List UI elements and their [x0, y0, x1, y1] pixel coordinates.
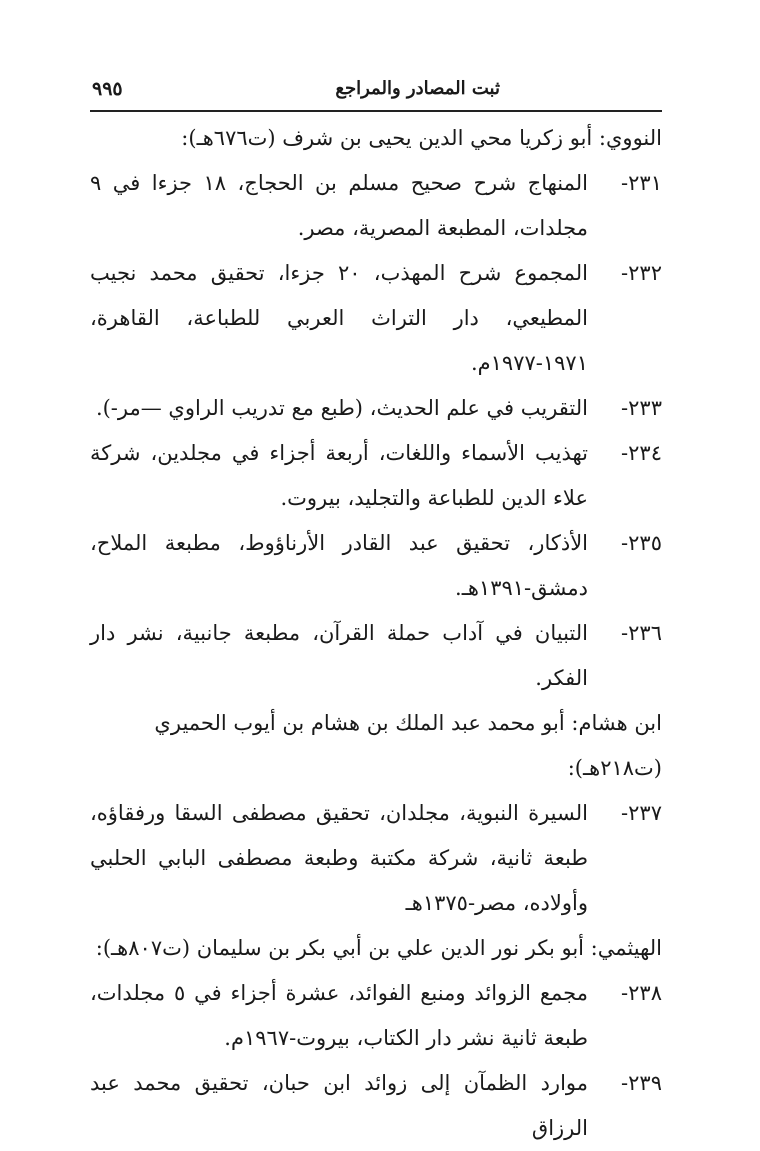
bibliography-entry — [90, 251, 662, 386]
entry-text: الأذكار، تحقيق عبد القادر الأرناؤوط، مطبعة الملاح، دمشق-١٣٩١هـ. — [90, 531, 588, 600]
bibliography-entry — [90, 791, 662, 926]
running-header — [90, 72, 660, 108]
author-heading: الهيثمي: أبو بكر نور الدين علي بن أبي بكر بن سليمان (ت٨٠٧هـ): — [95, 936, 662, 960]
entry-text: موارد الظمآن إلى زوائد ابن حبان، تحقيق محمد عبد الرزاق — [90, 1071, 588, 1140]
entry-number: ٢٣٨- — [621, 981, 662, 1005]
entry-text: المنهاج شرح صحيح مسلم بن الحجاج، ١٨ جزءا في ٩ مجلدات، المطبعة المصرية، مصر. — [90, 171, 588, 240]
author-heading: النووي: أبو زكريا محي الدين يحيى بن شرف (ت٦٧٦هـ): — [181, 126, 662, 150]
header-title: ثبت المصادر والمراجع — [335, 78, 500, 99]
entry-text: المجموع شرح المهذب، ٢٠ جزءا، تحقيق محمد نجيب المطيعي، دار التراث العربي للطباعة، القاهرة، ١٩٧١-١٩٧٧م. — [90, 261, 588, 375]
bibliography-entry — [90, 521, 662, 611]
bibliography-entry — [90, 431, 662, 521]
entry-number: ٢٣٥- — [621, 531, 662, 555]
bibliography-entry — [90, 611, 662, 701]
bibliography-entry — [90, 1061, 662, 1151]
page-number: ٩٩٥ — [92, 78, 123, 100]
entry-text: التبيان في آداب حملة القرآن، مطبعة جانبية، نشر دار الفكر. — [90, 621, 588, 690]
entry-number: ٢٣٢- — [621, 261, 662, 285]
entry-text: التقريب في علم الحديث، (طبع مع تدريب الراوي —مر-). — [95, 396, 588, 420]
entry-number: ٢٣١- — [621, 171, 662, 195]
entry-text: تهذيب الأسماء واللغات، أربعة أجزاء في مجلدين، شركة علاء الدين للطباعة والتجليد، بيروت. — [90, 441, 588, 510]
entry-number: ٢٣٣- — [621, 396, 662, 420]
bibliography-body — [90, 116, 662, 1151]
entry-number: ٢٣٦- — [621, 621, 662, 645]
author-heading: ابن هشام: أبو محمد عبد الملك بن هشام بن أيوب الحميري (ت٢١٨هـ): — [154, 711, 662, 780]
header-rule — [90, 110, 662, 112]
entry-number: ٢٣٧- — [621, 801, 662, 825]
entry-text: السيرة النبوية، مجلدان، تحقيق مصطفى السقا ورفقاؤه، طبعة ثانية، شركة مكتبة وطبعة مصطفى البابي الحلبي وأولاده، مصر-١٣٧٥هـ — [90, 801, 588, 915]
entry-text: مجمع الزوائد ومنبع الفوائد، عشرة أجزاء في ٥ مجلدات، طبعة ثانية نشر دار الكتاب، بيروت-١٩٦٧م. — [90, 981, 588, 1050]
bibliography-entry — [90, 386, 662, 431]
entry-number: ٢٣٤- — [621, 441, 662, 465]
entry-number: ٢٣٩- — [621, 1071, 662, 1095]
bibliography-entry — [90, 971, 662, 1061]
bibliography-entry — [90, 161, 662, 251]
